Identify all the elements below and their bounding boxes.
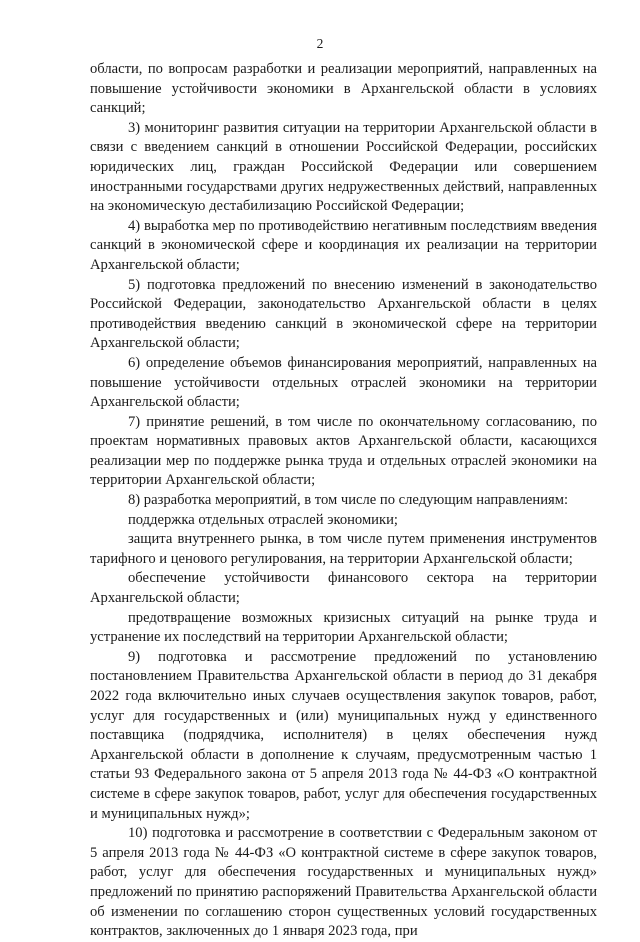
subparagraph: защита внутреннего рынка, в том числе путем применения инструментов тарифного и ценового регулирования, на территории Архангельской области;	[90, 531, 597, 567]
paragraph-item-8: 8) разработка мероприятий, в том числе по следующим направлениям:	[128, 492, 569, 509]
subparagraph: обеспечение устойчивости финансового сектора на территории Архангельской области;	[90, 570, 597, 607]
paragraph-item-7: 7) принятие решений, в том числе по окончательному согласованию, по проектам нормативных правовых актов Архангельской области, касающихся реализации мер по поддержке рынка труда и отдельных отраслей экономики на территории Архангельской области;	[90, 413, 597, 489]
document-body	[90, 60, 597, 942]
paragraph-item-3: 3) мониторинг развития ситуации на территории Архангельской области в связи с введением санкций в отношении Российской Федерации, российских юридических лиц, граждан Российской Федерации или совершением иностранными государствами других недружественных действий, направленных на экономическую дестабилизацию Российской Федерации;	[90, 119, 597, 215]
page-number: 2	[316, 36, 324, 51]
paragraph-item-4: 4) выработка мер по противодействию негативным последствиям введения санкций в экономической сфере и координация их реализации на территории Архангельской области;	[90, 217, 597, 273]
paragraph: области, по вопросам разработки и реализации мероприятий, направленных на повышение устойчивости экономики в Архангельской области в условиях санкций;	[90, 61, 597, 117]
paragraph-item-9: 9) подготовка и рассмотрение предложений по установлению постановлением Правительства Архангельской области в период до 31 декабря 2022 года включительно иных случаев осуществления закупок товаров, работ, услуг для государственных и (или) муниципальных нужд у единственного поставщика (подрядчика, исполнителя) в целях обеспечения нужд Архангельской области в дополнение к случаям, предусмотренным частью 1 статьи 93 Федерального закона от 5 апреля 2013 года № 44-ФЗ «О контрактной системе в сфере закупок товаров, работ, услуг для обеспечения государственных и муниципальных нужд»;	[90, 648, 597, 822]
paragraph-item-5: 5) подготовка предложений по внесению изменений в законодательство Российской Федерации, законодательство Архангельской области в целях противодействия введению санкций в экономической сфере на территории Архангельской области;	[90, 276, 597, 352]
subparagraph: поддержка отдельных отраслей экономики;	[128, 511, 398, 528]
paragraph-item-10: 10) подготовка и рассмотрение в соответствии с Федеральным законом от 5 апреля 2013 года № 44-ФЗ «О контрактной системе в сфере закупок товаров, работ, услуг для обеспечения государственных и муниципальных нужд» предложений по принятию распоряжений Правительства Архангельской области об изменении по соглашению сторон существенных условий государственных контрактов, заключенных до 1 января 2023 года, при	[90, 825, 597, 940]
subparagraph: предотвращение возможных кризисных ситуаций на рынке труда и устранение их последствий на территории Архангельской области;	[90, 609, 597, 646]
paragraph-item-6: 6) определение объемов финансирования мероприятий, направленных на повышение устойчивости отдельных отраслей экономики на территории Архангельской области;	[90, 354, 597, 411]
